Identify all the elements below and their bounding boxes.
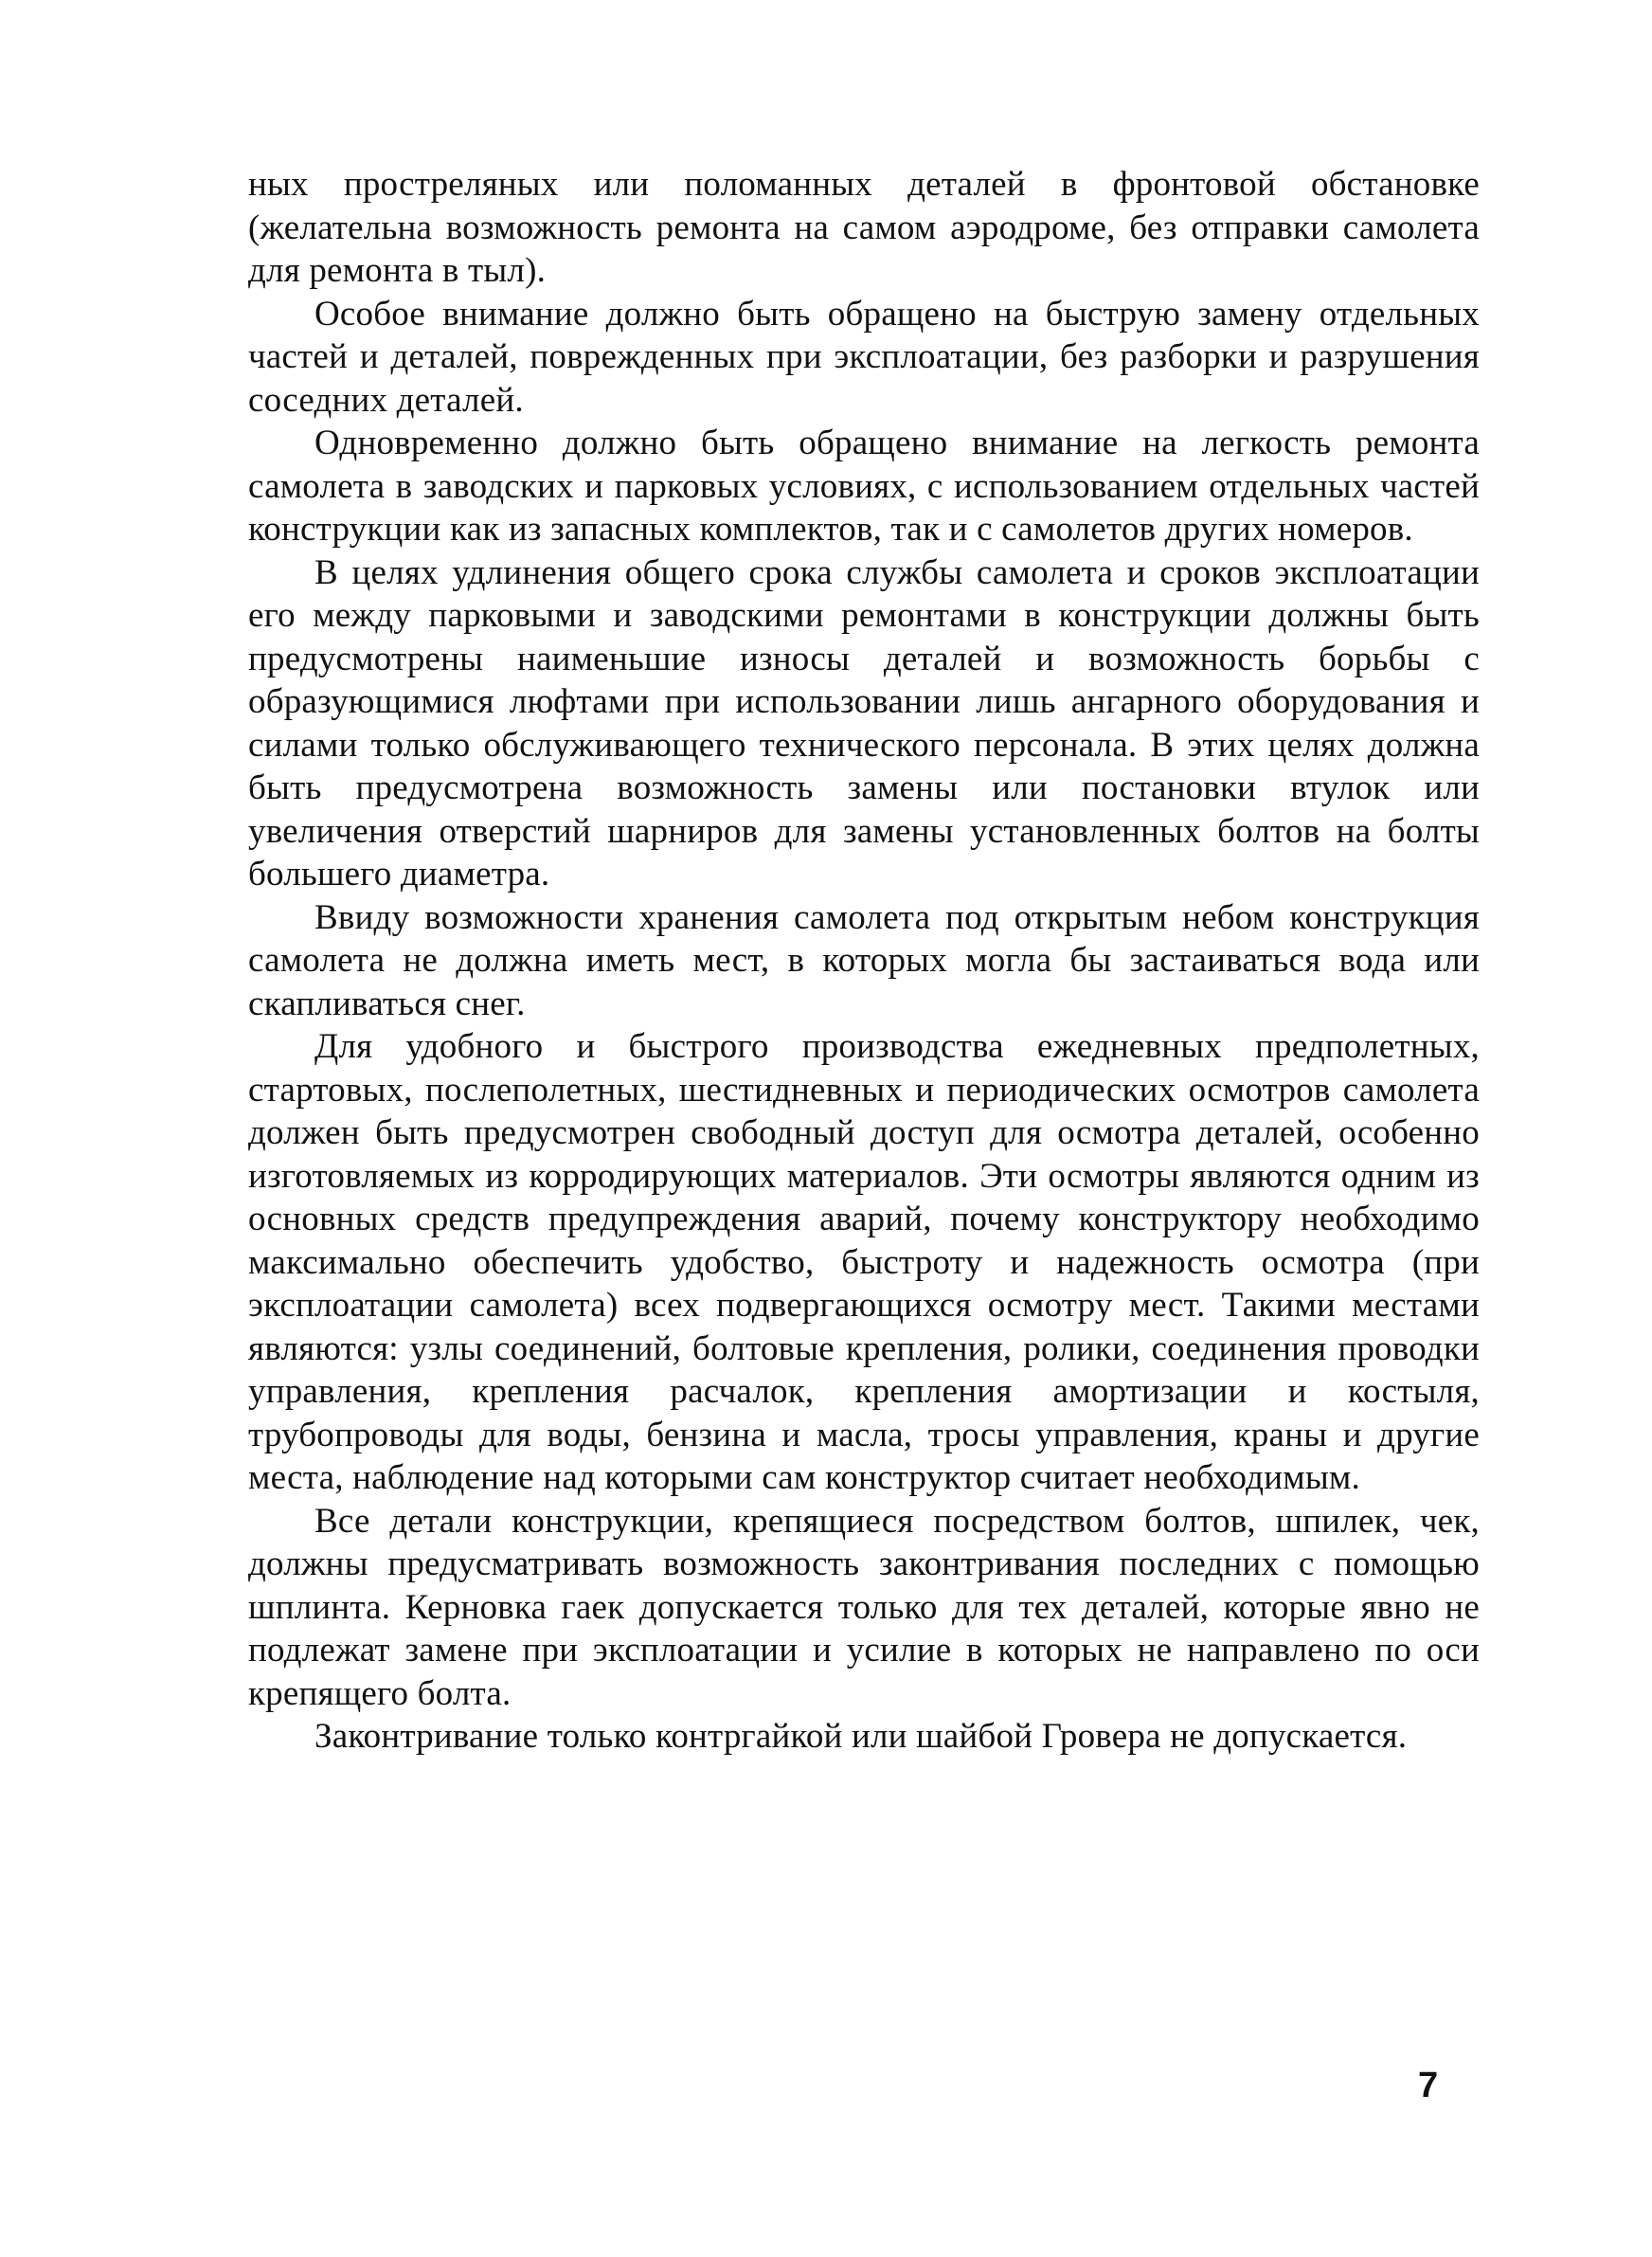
paragraph-replacement: Особое внимание должно быть обращено на быструю замену отдельных частей и деталей, поврежденных при эксплоатации, без разборки и разрушения соседних деталей.: [248, 294, 1480, 420]
page-body: [248, 163, 1480, 1759]
page-number: 7: [1418, 2066, 1439, 2105]
paragraph-repair: Одновременно должно быть обращено внимание на легкость ремонта самолета в заводских и парковых условиях, с использованием отдельных частей конструкции как из запасных комплектов, так и с самолетов других номеров.: [248, 424, 1480, 549]
paragraph-locknut: Законтривание только контргайкой или шайбой Гровера не допускается.: [314, 1717, 1408, 1756]
paragraph-inspections: Для удобного и быстрого производства ежедневных предполетных, стартовых, послеполетных, шестидневных и периодических осмотров самолета должен быть предусмотрен свободный доступ для осмотра деталей, особенно изготовляемых из корродирующих материалов. Эти осмотры являются одним из основных средств предупреждения аварий, почему конструктору необходимо максимально обеспечить удобство, быстроту и надежность осмотра (при эксплоатации самолета) всех подвергающихся осмотру мест. Такими местами являются: узлы соединений, болтовые крепления, ролики, соединения проводки управления, крепления расчалок, крепления амортизации и костыля, трубопроводы для воды, бензина и масла, тросы управления, краны и другие места, наблюдение над которыми сам конструктор считает необходимым.: [248, 1027, 1480, 1497]
paragraph-continuation: ных простреляных или поломанных деталей в фронтовой обстановке (желательна возможность ремонта на самом аэродроме, без отправки самолета для ремонта в тыл).: [248, 165, 1480, 290]
paragraph-service-life: В целях удлинения общего срока службы самолета и сроков эксплоатации его между парковыми и заводскими ремонтами в конструкции должны быть предусмотрены наименьшие износы деталей и возможность борьбы с образующимися люфтами при использовании лишь ангарного оборудования и силами только обслуживающего технического персонала. В этих целях должна быть предусмотрена возможность замены или постановки втулок или увеличения отверстий шарниров для замены установленных болтов на болты большего диаметра.: [248, 552, 1480, 894]
paragraph-bolt-locking: Все детали конструкции, крепящиеся посредством болтов, шпилек, чек, должны предусматривать возможность законтривания последних с помощью шплинта. Керновка гаек допускается только для тех деталей, которые явно не подлежат замене при эксплоатации и усилие в которых не направлено по оси крепящего болта.: [248, 1501, 1480, 1713]
paragraph-open-storage: Ввиду возможности хранения самолета под открытым небом конструкция самолета не должна иметь мест, в которых могла бы застаиваться вода или скапливаться снег.: [248, 897, 1480, 1023]
